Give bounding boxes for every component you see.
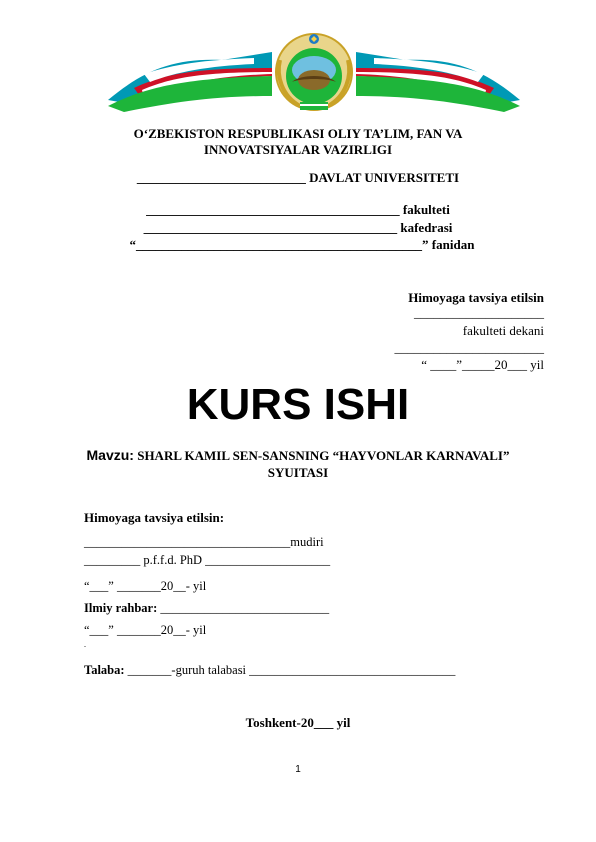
approval-top-date: “ ____”_____20___ yil: [421, 357, 544, 372]
supervisor-label: Ilmiy rahbar:: [84, 601, 158, 615]
stray-dot: .: [84, 640, 86, 649]
supervisor-blank: ___________________________: [160, 601, 330, 615]
date-line-1: “___” _______20__- yil: [84, 579, 207, 593]
topic-line-2: SYUITASI: [267, 465, 329, 480]
faculty-line: _______________________________________ fakulteti: [146, 202, 450, 217]
coat-of-arms-icon: [104, 30, 524, 112]
city-year: Toshkent-20___ yil: [245, 715, 351, 730]
approval-top-line-1: ____________________: [414, 305, 544, 320]
topic-label: Mavzu:: [86, 447, 134, 463]
ministry-line-1: O‘ZBEKISTON RESPUBLIKASI OLIY TA’LIM, FAN VA: [133, 126, 463, 141]
emblem-with-flags: [104, 30, 524, 112]
phd-line: _________ p.f.f.d. PhD ____________________: [84, 553, 331, 567]
topic-text-1: SHARL KAMIL SEN-SANSNING “HAYVONLAR KARNAVALI”: [137, 448, 510, 463]
topic-line-1: [0, 447, 596, 464]
department-line: _______________________________________ kafedrasi: [143, 220, 453, 235]
state-emblem: [276, 34, 352, 110]
left-flag: [108, 52, 272, 112]
document-title: KURS ISHI: [186, 380, 410, 429]
university-line: __________________________ DAVLAT UNIVERSITETI: [136, 170, 460, 185]
page-number: 1: [295, 764, 301, 775]
approval-bottom-title: Himoyaga tavsiya etilsin:: [84, 510, 225, 525]
ministry-line-2: INNOVATSIYALAR VAZIRLIGI: [203, 142, 393, 157]
student-line: [84, 662, 455, 678]
subject-line: “____________________________________________” fanidan: [129, 237, 475, 252]
supervisor-line: [84, 600, 329, 616]
approval-top-line-2: _______________________: [394, 340, 544, 355]
right-flag: [356, 52, 520, 112]
date-line-2: “___” _______20__- yil: [84, 623, 207, 637]
dean-label: fakulteti dekani: [462, 323, 544, 338]
head-of-department-line: _________________________________mudiri: [84, 535, 324, 549]
approval-top-title: Himoyaga tavsiya etilsin: [408, 290, 544, 305]
student-blank: _______-guruh talabasi _________________________________: [127, 663, 456, 677]
student-label: Talaba:: [84, 663, 125, 677]
